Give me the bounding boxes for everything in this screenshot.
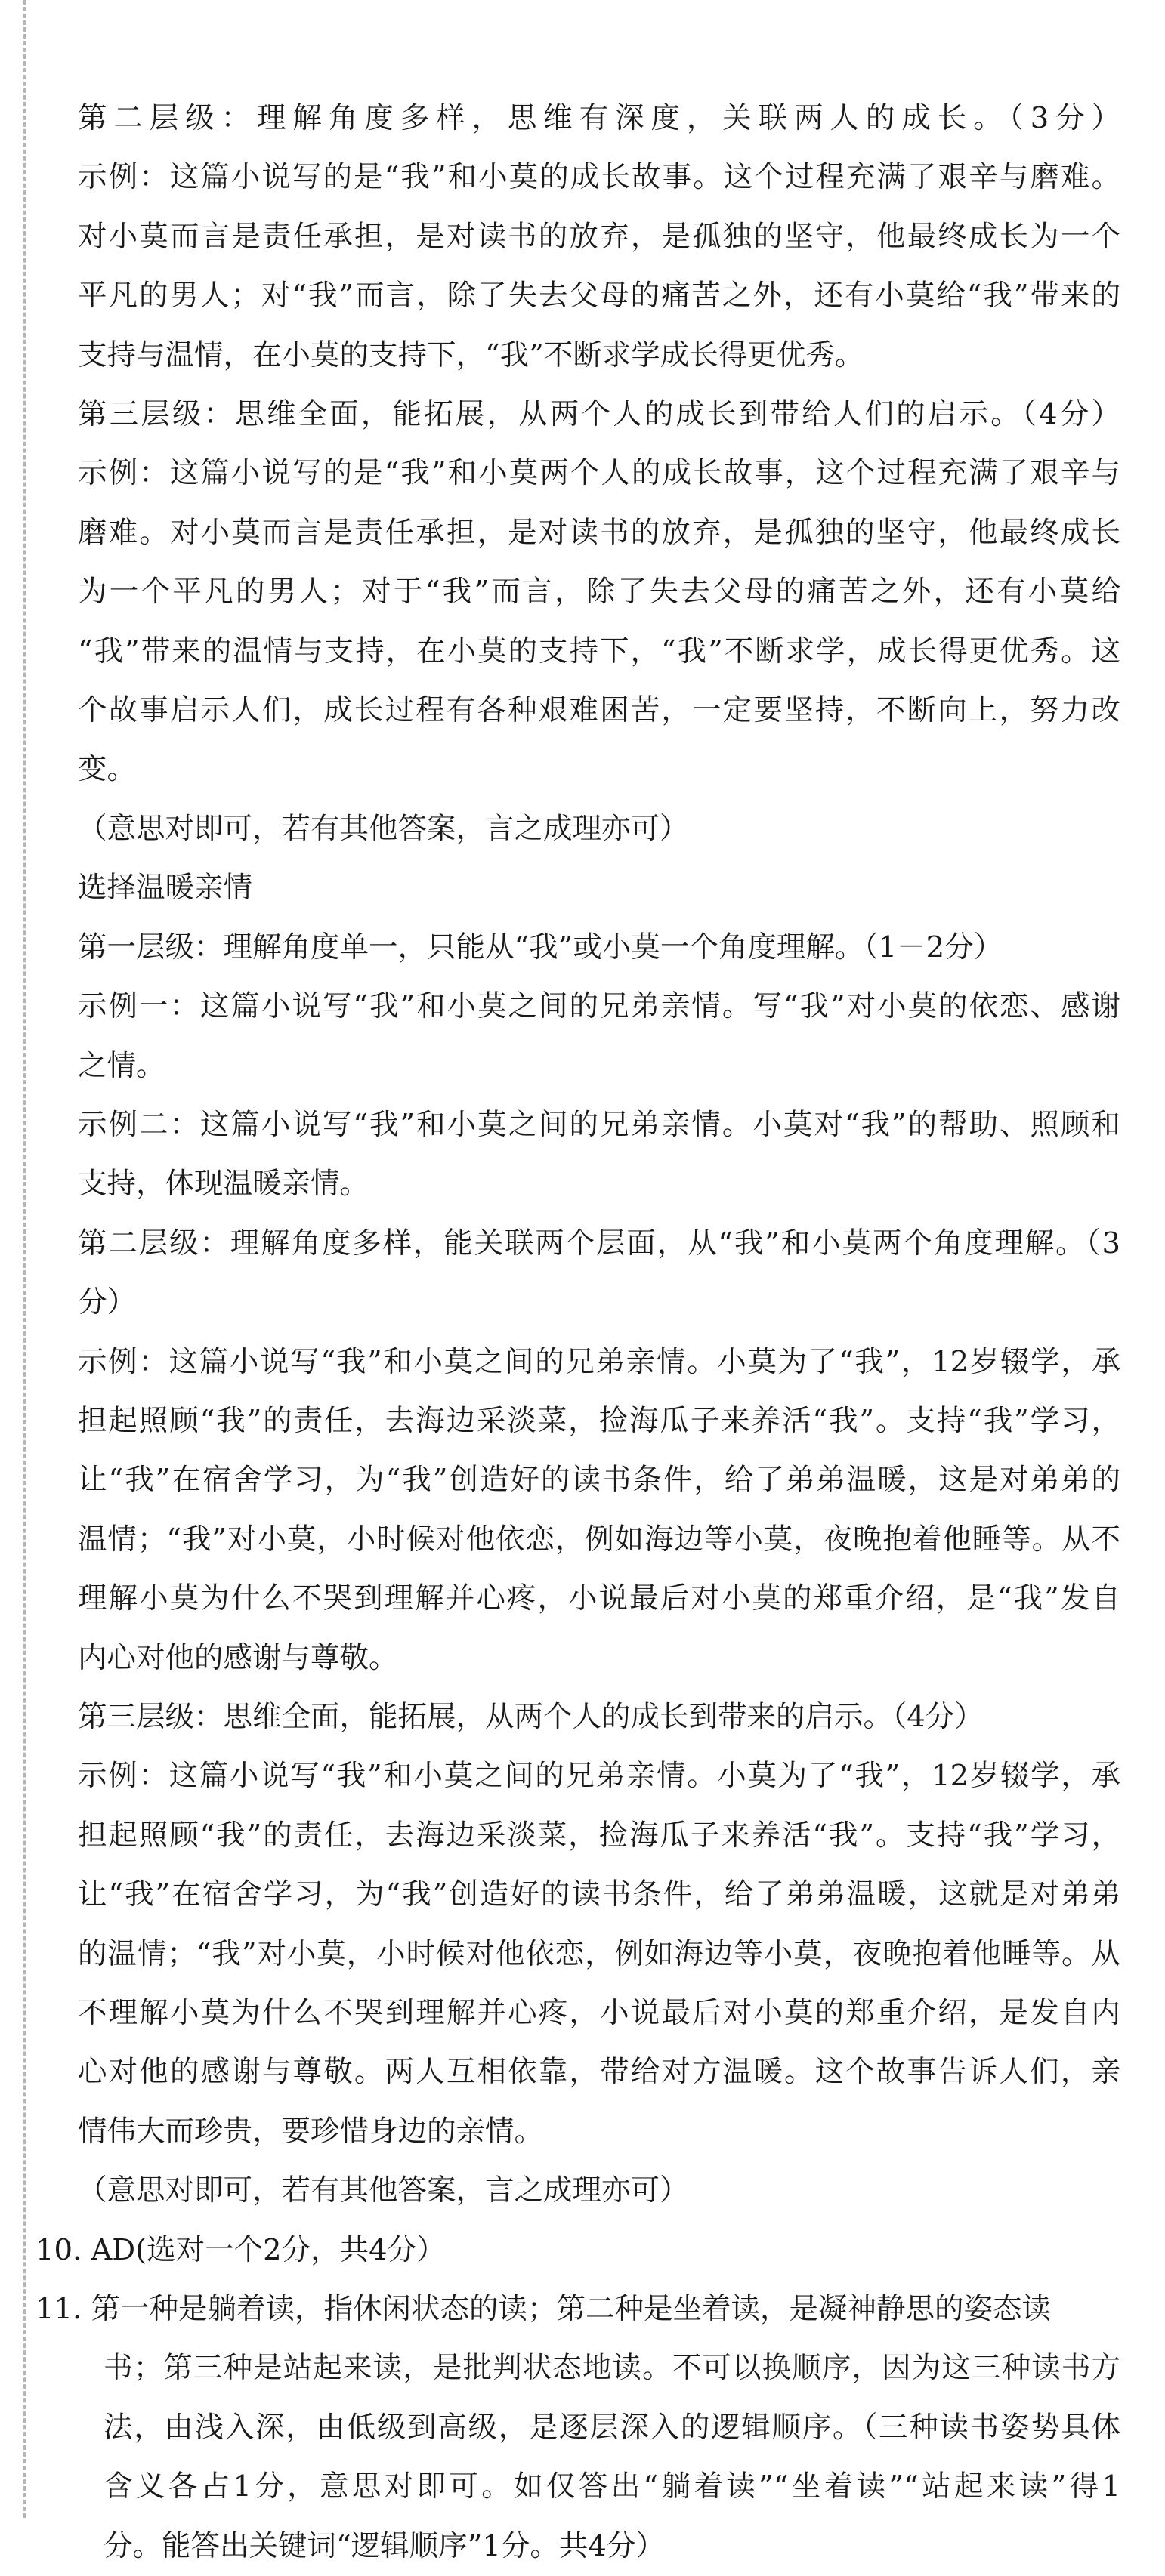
question-11-answer: 11. 第一种是躺着读，指休闲状态的读；第二种是坐着读，是凝神静思的姿态读	[36, 2292, 1051, 2327]
answer-key-page	[36, 89, 1120, 2576]
text-line: 分）	[78, 1285, 137, 1320]
text-line: 个故事启示人们，成长过程有各种艰难困苦，一定要坚持，不断向上，努力改	[78, 693, 1120, 728]
text-line: 支持与温情，在小莫的支持下，“我”不断求学成长得更优秀。	[78, 338, 864, 372]
question-11-line: 含义各占1分，意思对即可。如仅答出“躺着读”“坐着读”“站起来读”得1	[104, 2470, 1120, 2504]
text-line: 之情。	[78, 1048, 165, 1083]
text-line: 情伟大而珍贵，要珍惜身边的亲情。	[78, 2114, 544, 2149]
question-11-line: 法，由浅入深，由低级到高级，是逐层深入的逻辑顺序。（三种读书姿势具体	[104, 2410, 1120, 2445]
text-line: 变。	[78, 752, 137, 787]
text-line: 的温情；“我”对小莫，小时候对他依恋，例如海边等小莫，夜晚抱着他睡等。从	[78, 1936, 1120, 1971]
text-line: 示例：这篇小说写“我”和小莫之间的兄弟亲情。小莫为了“我”，12岁辍学，承	[78, 1344, 1120, 1379]
question-10-answer: 10. AD(选对一个2分，共4分）	[36, 2232, 446, 2267]
text-line: 不理解小莫为什么不哭到理解并心疼，小说最后对小莫的郑重介绍，是发自内	[78, 1996, 1120, 2030]
question-11-line: 书；第三种是站起来读，是批判状态地读。不可以换顺序，因为这三种读书方	[104, 2351, 1120, 2386]
text-line: 示例：这篇小说写的是“我”和小莫的成长故事。这个过程充满了艰辛与磨难。	[78, 160, 1120, 195]
text-line: 第二层级：理解角度多样，能关联两个层面，从“我”和小莫两个角度理解。（3	[78, 1226, 1120, 1260]
text-line: 理解小莫为什么不哭到理解并心疼，小说最后对小莫的郑重介绍，是“我”发自	[78, 1581, 1120, 1616]
text-line: （意思对即可，若有其他答案，言之成理亦可）	[78, 811, 689, 846]
text-line: “我”带来的温情与支持，在小莫的支持下，“我”不断求学，成长得更优秀。这	[78, 634, 1120, 668]
section-heading: 选择温暖亲情	[78, 871, 253, 905]
text-line: 对小莫而言是责任承担，是对读书的放弃，是孤独的坚守，他最终成长为一个	[78, 219, 1120, 254]
text-line: 示例二：这篇小说写“我”和小莫之间的兄弟亲情。小莫对“我”的帮助、照顾和	[78, 1107, 1120, 1142]
text-line: 第一层级：理解角度单一，只能从“我”或小莫一个角度理解。（1－2分）	[78, 930, 1003, 964]
text-line: 内心对他的感谢与尊敬。	[78, 1640, 398, 1675]
binding-margin-line	[23, 0, 26, 2518]
text-line: 心对他的感谢与尊敬。两人互相依靠，带给对方温暖。这个故事告诉人们，亲	[78, 2055, 1120, 2090]
text-line: 让“我”在宿舍学习，为“我”创造好的读书条件，给了弟弟温暖，这是对弟弟的	[78, 1463, 1120, 1498]
text-line: 为一个平凡的男人；对于“我”而言，除了失去父母的痛苦之外，还有小莫给	[78, 575, 1120, 609]
text-line: 平凡的男人；对“我”而言，除了失去父母的痛苦之外，还有小莫给“我”带来的	[78, 279, 1120, 313]
text-line: 担起照顾“我”的责任，去海边采淡菜，捡海瓜子来养活“我”。支持“我”学习，	[78, 1403, 1120, 1438]
text-line: 第三层级：思维全面，能拓展，从两个人的成长到带给人们的启示。（4分）	[78, 397, 1120, 432]
text-line: 担起照顾“我”的责任，去海边采淡菜，捡海瓜子来养活“我”。支持“我”学习，	[78, 1818, 1120, 1853]
text-line: 磨难。对小莫而言是责任承担，是对读书的放弃，是孤独的坚守，他最终成长	[78, 515, 1120, 550]
text-line: 示例：这篇小说写“我”和小莫之间的兄弟亲情。小莫为了“我”，12岁辍学，承	[78, 1759, 1120, 1794]
text-line: 支持，体现温暖亲情。	[78, 1167, 369, 1202]
text-line: 示例一：这篇小说写“我”和小莫之间的兄弟亲情。写“我”对小莫的依恋、感谢	[78, 989, 1120, 1024]
question-11-line: 分。能答出关键词“逻辑顺序”1分。共4分）	[104, 2528, 665, 2563]
text-line: 让“我”在宿舍学习，为“我”创造好的读书条件，给了弟弟温暖，这就是对弟弟	[78, 1877, 1120, 1912]
text-line: 温情；“我”对小莫，小时候对他依恋，例如海边等小莫，夜晚抱着他睡等。从不	[78, 1522, 1120, 1556]
text-line: 第三层级：思维全面，能拓展，从两个人的成长到带来的启示。（4分）	[78, 1699, 984, 1734]
text-line: 示例：这篇小说写的是“我”和小莫两个人的成长故事，这个过程充满了艰辛与	[78, 456, 1120, 491]
text-line: 第二层级：理解角度多样，思维有深度，关联两人的成长。（3分）	[78, 101, 1120, 135]
text-line: （意思对即可，若有其他答案，言之成理亦可）	[78, 2173, 689, 2208]
